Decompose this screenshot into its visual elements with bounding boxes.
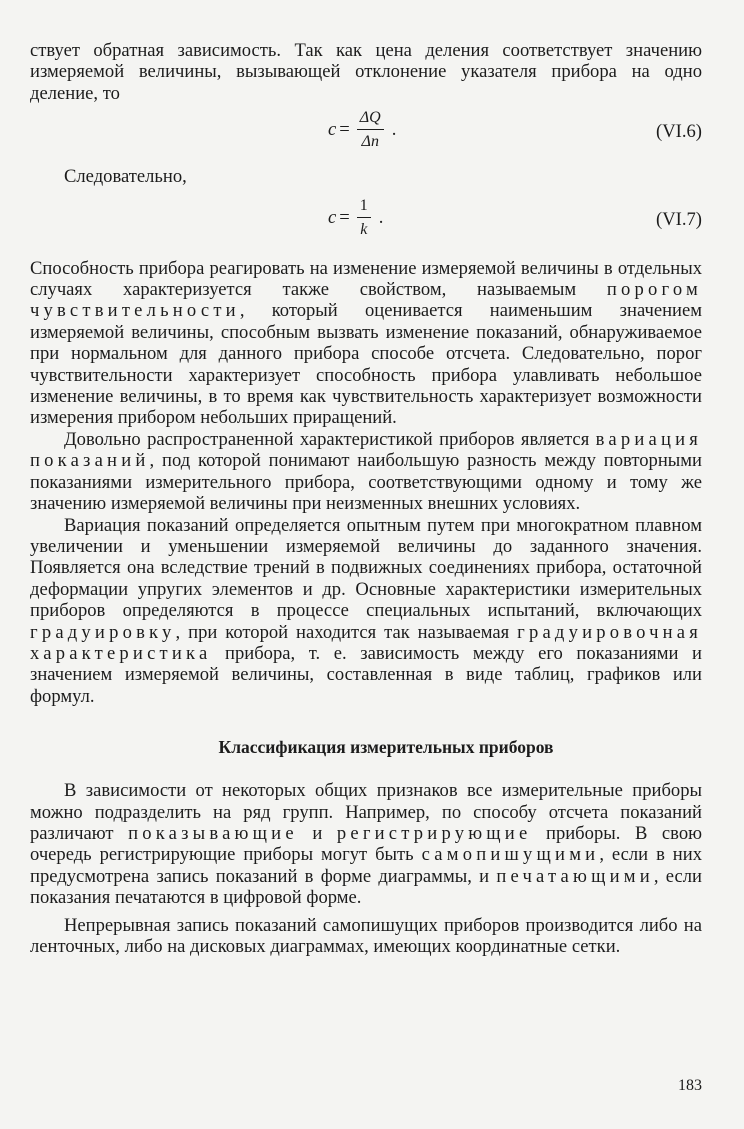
spaced-term: градуировку [30,621,176,643]
text-run: , который оценивается наименьшим значением измеряемой величины, способным вызвать изменение показаний, обнаруживаемое при нормальном для данного прибора способе отсчета. Следовательно, порог чувствительности характеризует способность прибора улавливать небольшое изменение величины, в то время как чувствительность характеризует возможности измерения прибором небольших приращений. [30,300,702,429]
paragraph-graduation [30,515,702,708]
formula-vi-6 [30,108,702,160]
paragraph-classes [30,780,702,908]
text-run: и [297,822,337,844]
text-run: Способность прибора реагировать на изменение измеряемой величины в отдельных случаях характеризуется также свойством, называемым [30,257,702,301]
paragraph-variation [30,429,702,515]
spaced-term: регистрирующие [336,822,532,844]
spaced-term: показывающие [128,822,298,844]
fraction-denominator: k [360,220,368,238]
text-run: , если в них предусмотрена запись показаний в форме диаграммы, и [30,844,703,887]
fraction [357,196,371,240]
text-run: прибора, т. е. зависимость между его показаниями и значением измеряемой величины, составленная в виде таблиц, графиков или формул. [30,642,702,707]
fraction [357,108,384,152]
paragraph-consequently: Следовательно, [64,166,187,188]
section-heading: Классификация измерительных приборов [218,737,554,758]
text-run: Довольно распространенной характеристикой приборов является [64,428,596,450]
text-run: , при которой находится так называемая [175,621,518,643]
spaced-term: самопишущими [421,844,600,866]
spaced-term: градуировочная характеристика [30,621,702,664]
formula-period: . [378,206,384,228]
text-run: Вариация показаний определяется опытным путем при многократном плавном увеличении и уменьшении измеряемой величины до заданного значения. Появляется она вследствие трений в подвижных соединениях прибора, остаточной деформации упругих элементов и др. Основные характеристики измерительных приборов определяются в процессе специальных испытаний, включающих [30,514,702,622]
text-run: , если показания печатаются в цифровой форме. [30,865,702,909]
equation-number: (VI.6) [656,121,702,143]
formula-equals: = [339,119,350,141]
text-run: , под которой понимают наибольшую разность между повторными показаниями измерительного прибора, соответствующими одному и тому же значению измеряемой величины при неизменных внешних условиях. [30,450,702,515]
formula-equals: = [339,206,350,228]
spaced-term: вариация показаний [30,428,702,472]
formula-period: . [391,119,397,141]
formula-expression [328,108,396,152]
fraction-denominator: Δn [361,133,379,151]
paragraph-continuous: Непрерывная запись показаний самопишущих приборов производится либо на ленточных, либо на дисковых диаграммах, имеющих координатные сетки. [30,914,702,957]
formula-vi-7 [30,196,702,248]
page-number: 183 [678,1077,702,1094]
text-run: В зависимости от некоторых общих признаков все измерительные приборы можно подразделить на ряд групп. Например, по способу отсчета показаний различают [30,780,702,844]
formula-lhs: c [328,119,337,141]
spaced-term: печатающими [496,865,654,887]
fraction-numerator: ΔQ [357,108,384,130]
equation-number: (VI.7) [656,208,702,230]
paragraph-threshold [30,258,702,429]
formula-expression [328,196,383,240]
text-run: приборы. В свою очередь регистрирующие приборы могут быть [30,822,703,866]
spaced-term: порогом чувствительности [30,279,702,322]
page-body [30,40,702,957]
paragraph-intro: ствует обратная зависимость. Так как цена деления соответствует значению измеряемой величины, вызывающей отклонение указателя прибора на одно деление, то [30,40,702,104]
formula-lhs: c [328,206,337,228]
fraction-numerator: 1 [357,196,371,218]
